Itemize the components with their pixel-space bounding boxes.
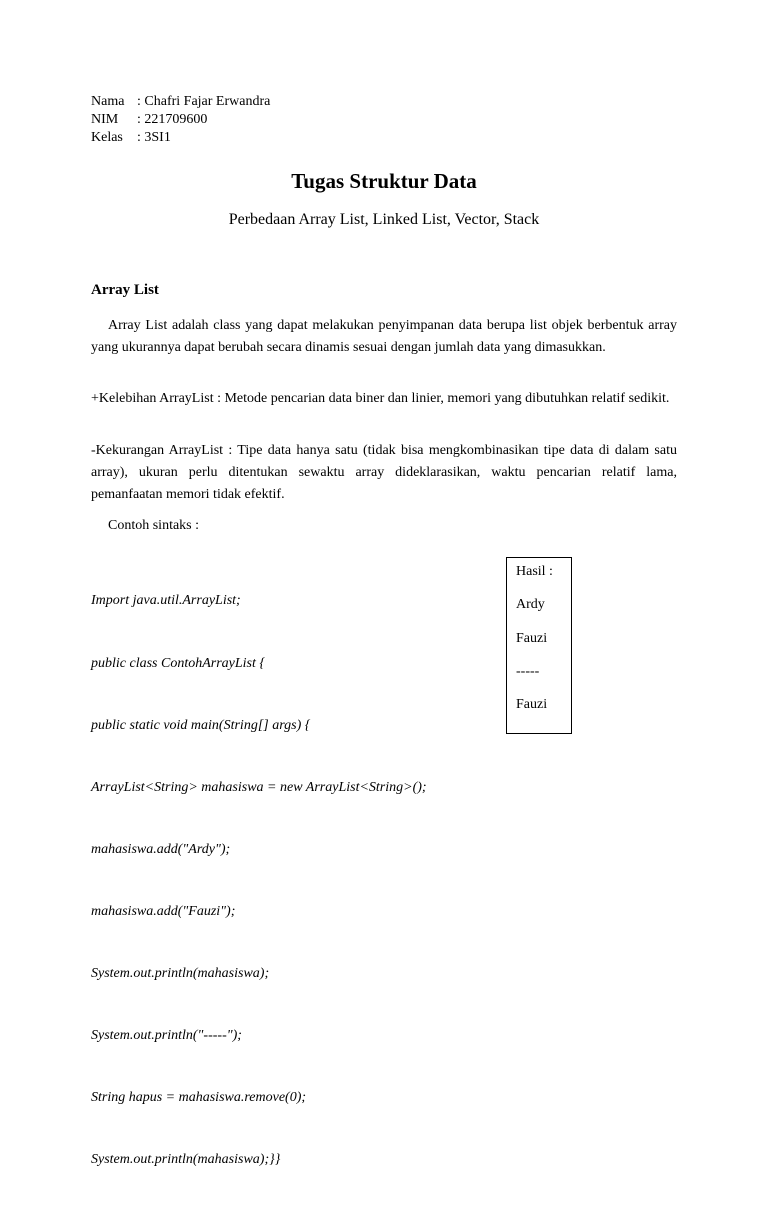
document-title: Tugas Struktur Data [291, 169, 477, 193]
code-line: String hapus = mahasiswa.remove(0); [91, 1090, 307, 1106]
code-line: mahasiswa.add("Fauzi"); [91, 903, 236, 919]
code-line: System.out.println(mahasiswa);}} [91, 1152, 281, 1168]
code-line: Import java.util.ArrayList; [91, 593, 241, 609]
section-heading: Array List [91, 282, 159, 298]
result-line: ----- [516, 664, 540, 679]
nim-label: NIM [91, 112, 119, 127]
class-label: Kelas [91, 130, 123, 145]
code-snippet [91, 550, 427, 1212]
result-label: Hasil : [516, 564, 553, 579]
document-subtitle: Perbedaan Array List, Linked List, Vector, Stack [228, 211, 540, 228]
advantages-paragraph: +Kelebihan ArrayList : Metode pencarian data biner dan linier, memori yang dibutuhkan relatif sedikit. [91, 391, 670, 406]
code-line: public class ContohArrayList { [91, 655, 265, 671]
name-value: : Chafri Fajar Erwandra [137, 94, 271, 109]
code-line: public static void main(String[] args) { [91, 717, 311, 733]
result-line: Fauzi [516, 631, 548, 646]
nim-row [91, 111, 270, 129]
result-line: Fauzi [516, 697, 548, 712]
definition-paragraph: Array List adalah class yang dapat melakukan penyimpanan data berupa list objek berbentuk array yang ukurannya dapat berubah secara dinamis sesuai dengan jumlah data yang dimasukkan. [91, 318, 677, 355]
name-row [91, 93, 270, 111]
code-line: mahasiswa.add("Ardy"); [91, 841, 231, 857]
code-line: System.out.println(mahasiswa); [91, 965, 270, 981]
class-value: : 3SI1 [137, 130, 171, 145]
nim-value: : 221709600 [137, 112, 208, 127]
code-line: System.out.println("-----"); [91, 1028, 242, 1044]
result-line: Ardy [516, 597, 545, 612]
class-row [91, 129, 270, 147]
student-info [91, 93, 270, 147]
result-box [506, 557, 572, 734]
code-line: ArrayList<String> mahasiswa = new ArrayList<String>(); [91, 779, 427, 795]
example-label: Contoh sintaks : [108, 518, 200, 533]
name-label: Nama [91, 94, 125, 109]
disadvantages-paragraph: -Kekurangan ArrayList : Tipe data hanya satu (tidak bisa mengkombinasikan tipe data di dalam satu array), ukuran perlu ditentukan sewaktu array dideklarasikan, waktu pencarian relatif lama, pemanfaatan memori tidak efektif. [91, 443, 677, 502]
